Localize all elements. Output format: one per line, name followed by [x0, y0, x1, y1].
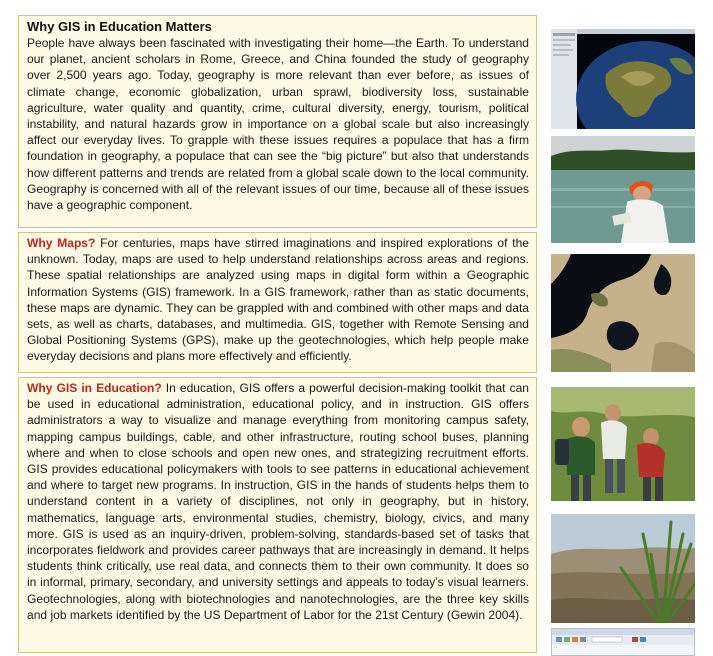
- gis-software-window-image: [551, 628, 695, 656]
- mountain-agave-image: [551, 514, 695, 623]
- students-gps-forest-image: [551, 387, 695, 501]
- section-body: In education, GIS offers a powerful decision-making toolkit that can be used in educational administration, educational policy, and in instruction. GIS offers administrators a way to visualize and manage everything from monitoring campus safety, mapping campus buildings, cable, and other infrastructure, routing school buses, planning where and when to close schools and open new ones, and strategizing recruitment efforts. GIS provides educational policymakers with tools to see patterns in educational achievement and where to target new programs. In instruction, GIS in the hands of students helps them to understand content in a variety of disciplines, not only in geography, but in history, mathematics, language arts, environmental studies, chemistry, biology, civics, and many more. GIS is used as an inquiry-driven, problem-solving, standards-based set of tasks that incorporates fieldwork and provides career pathways that are increasingly in demand. It helps students think critically, use real data, and connects them to their own community. It does so in informal, primary, secondary, and university settings and appeals to today’s visual learners. Geotechnologies, along with biotechnologies and nanotechnologies, are the three key skills and job markets identified by the US Department of Labor for the 21st Century (Gewin 2004).: [27, 381, 529, 622]
- section-body: People have always been fascinated with investigating their home—the Earth. To understand our planet, ancient scholars in Rome, Greece, and China founded the study of geography over 2,500 years ago. Today, geography is more relevant than ever before, as issues of climate change, economic globalization, urban sprawl, biodiversity loss, sustainable agriculture, water quality and quantity, crime, cultural diversity, energy, tourism, political instability, and natural hazards grow in importance on a global scale but also increasingly affect our everyday lives. To grapple with these issues requires a populace that has a firm foundation in geography, a populace that can see the “big picture” but also that understands how different patterns and trends are related from a global scale down to the local community. Geography is concerned with all of the relevant issues of our time, because all of these issues have a geographic component.: [27, 36, 529, 213]
- globe-screenshot-image: [551, 29, 695, 129]
- section-why-gis-education: [18, 377, 537, 653]
- section-paragraph: [27, 235, 529, 365]
- section-why-gis-matters: [18, 15, 537, 228]
- satellite-image: [551, 254, 695, 372]
- section-lead: Why Maps?: [27, 236, 96, 250]
- student-fieldwork-lake-image: [551, 136, 695, 243]
- section-paragraph: [27, 380, 529, 623]
- section-title: Why GIS in Education Matters: [27, 19, 212, 34]
- section-body: For centuries, maps have stirred imaginations and inspired explorations of the unknown. Today, maps are used to help understand relationships across areas and regions. These spatial relationships are analyzed using maps in digital form within a Geographic Information Systems (GIS) framework. In a GIS framework, rather than as static documents, these maps are dynamic. They can be grappled with and combined with other maps and data sets, as well as charts, databases, and multimedia. GIS, together with Remote Sensing and Global Positioning Systems (GPS), make up the geotechnologies, which help people make everyday decisions and plans more effectively and efficiently.: [27, 236, 529, 364]
- section-why-maps: [18, 232, 537, 373]
- section-lead: Why GIS in Education?: [27, 381, 162, 395]
